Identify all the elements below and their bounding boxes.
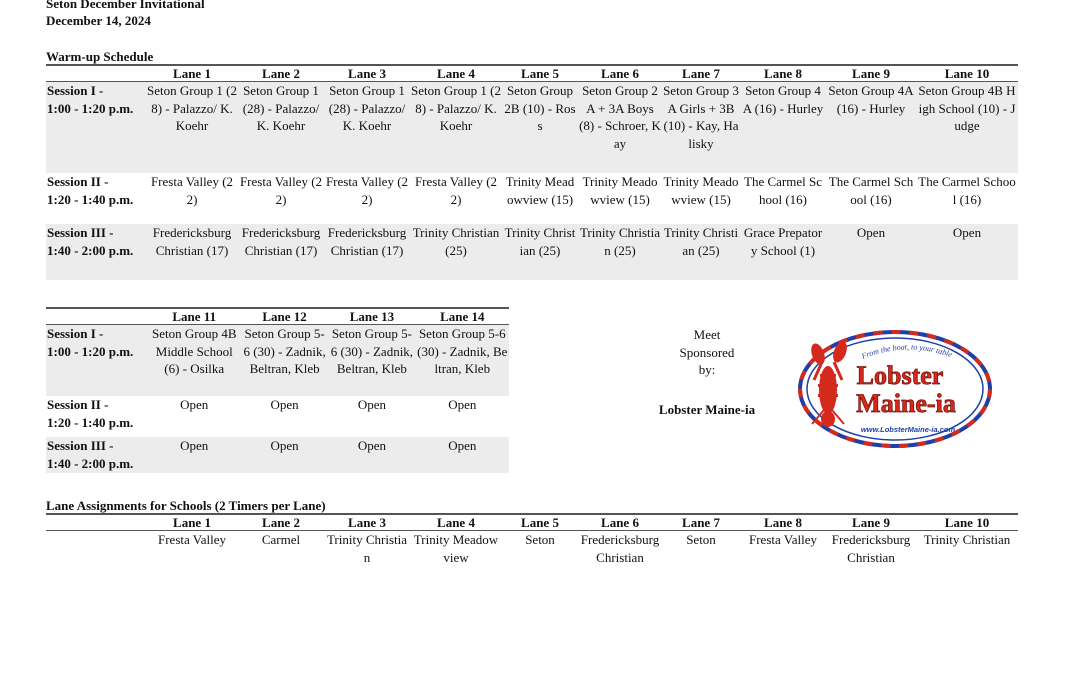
session-row (46, 224, 1018, 280)
header-blank (46, 308, 148, 325)
lane-header: Lane 1 (146, 65, 238, 82)
warmup-schedule-heading: Warm-up Schedule (46, 49, 154, 64)
schedule-cell: Trinity Christian (25) (502, 224, 578, 280)
lane-header: Lane 9 (826, 65, 916, 82)
schedule-cell: Open (180, 397, 209, 412)
schedule-cell: Trinity Meadowview (15) (663, 174, 739, 207)
lane-header: Lane 10 (916, 65, 1018, 82)
lane-header: Lane 7 (662, 514, 740, 531)
assignments-row (46, 531, 1018, 567)
schedule-cell: Open (357, 397, 386, 412)
schedule-cell: The Carmel School (16) (828, 174, 914, 207)
schedule-cell: Fresta Valley (22) (325, 174, 409, 207)
session-label: Session III - 1:40 - 2:00 p.m. (46, 224, 146, 280)
schedule-cell: Fresta Valley (22) (239, 174, 323, 207)
assignment-cell: Fresta Valley (749, 532, 817, 547)
schedule-cell: Open (328, 437, 415, 473)
meet-title: Seton December Invitational (46, 0, 205, 11)
lane-header: Lane 9 (826, 514, 916, 531)
schedule-cell: Open (270, 397, 299, 412)
schedule-cell: Seton Group 4B Middle School (6) - Osilka (148, 325, 241, 397)
sponsor-caption: Meet Sponsored by: (679, 327, 735, 377)
blank-cell (46, 531, 146, 567)
schedule-cell: Fresta Valley (22) (414, 174, 498, 207)
lane-header: Lane 12 (241, 308, 328, 325)
schedule-cell: Fredericksburg Christian (17) (146, 224, 238, 280)
schedule-cell: Seton Group 5-6 (30) - Zadnik, Beltran, Kleb (416, 325, 509, 397)
lane-header: Lane 8 (740, 514, 826, 531)
warmup-table-lanes-1-10 (46, 64, 1018, 280)
lane-assignments-heading: Lane Assignments for Schools (2 Timers per Lane) (46, 498, 326, 513)
schedule-cell: Fresta Valley (22) (150, 174, 234, 207)
lane-header: Lane 2 (238, 514, 324, 531)
assignment-cell: Trinity Christian (326, 532, 408, 565)
schedule-cell: Open (416, 437, 509, 473)
assignment-cell: Trinity Meadowview (413, 532, 499, 565)
header-blank (46, 65, 146, 82)
schedule-cell: Open (148, 437, 241, 473)
assignment-cell: Seton (686, 532, 716, 547)
schedule-cell: Trinity Christian (25) (662, 224, 740, 280)
assignment-cell: Carmel (261, 532, 301, 547)
lane-header: Lane 6 (578, 514, 662, 531)
lane-header: Lane 2 (238, 65, 324, 82)
logo-url: www.LobsterMaine-ia.com (860, 425, 956, 434)
schedule-cell: The Carmel School (16) (744, 174, 822, 207)
schedule-cell: Seton Group 1 (28) - Palazzo/ K. Koehr (238, 82, 324, 174)
lane-header: Lane 4 (410, 514, 502, 531)
schedule-cell: Seton Group 2A + 3A Boys (8) - Schroer, Kay (578, 82, 662, 174)
session-row (46, 325, 509, 397)
session-label: Session III - 1:40 - 2:00 p.m. (46, 437, 148, 473)
schedule-cell: Seton Group 2B (10) - Ross (502, 82, 578, 174)
logo-word-2: Maine-ia (856, 389, 956, 418)
schedule-cell: Seton Group 1 (28) - Palazzo/ K. Koehr (410, 82, 502, 174)
schedule-cell: Fredericksburg Christian (17) (238, 224, 324, 280)
lobster-logo (796, 328, 994, 450)
schedule-cell: Open (916, 224, 1018, 280)
lane-header: Lane 5 (502, 514, 578, 531)
lane-assignments-table (46, 513, 1018, 566)
warmup2-header-row (46, 308, 509, 325)
schedule-cell: Trinity Meadowview (15) (505, 174, 575, 207)
schedule-cell: Trinity Christian (25) (578, 224, 662, 280)
schedule-cell: Trinity Christian (25) (410, 224, 502, 280)
lane-header: Lane 5 (502, 65, 578, 82)
schedule-cell: Seton Group 1 (28) - Palazzo/ K. Koehr (146, 82, 238, 174)
schedule-cell: Open (448, 397, 477, 412)
schedule-cell: Seton Group 5-6 (30) - Zadnik, Beltran, Kleb (328, 325, 415, 397)
assignments-header-row (46, 514, 1018, 531)
lane-header: Lane 13 (328, 308, 415, 325)
lane-header: Lane 7 (662, 65, 740, 82)
lane-header: Lane 1 (146, 514, 238, 531)
lane-header: Lane 3 (324, 65, 410, 82)
schedule-cell: Seton Group 3A Girls + 3B (10) - Kay, Halisky (662, 82, 740, 174)
schedule-cell: Seton Group 4A (16) - Hurley (826, 82, 916, 174)
session-label: Session I - 1:00 - 1:20 p.m. (46, 325, 148, 397)
assignment-cell: Fredericksburg Christian (580, 532, 660, 565)
assignment-cell: Seton (525, 532, 555, 547)
lane-header: Lane 10 (916, 514, 1018, 531)
schedule-cell: Seton Group 5-6 (30) - Zadnik, Beltran, Kleb (241, 325, 328, 397)
schedule-cell: Open (826, 224, 916, 280)
schedule-cell: Open (241, 437, 328, 473)
session-row (46, 173, 1018, 224)
schedule-cell: Trinity Meadowview (15) (582, 174, 658, 207)
logo-tagline: From the boat, to your table (860, 342, 954, 361)
session-row (46, 82, 1018, 174)
schedule-cell: Grace Prepatory School (1) (740, 224, 826, 280)
assignment-cell: Fredericksburg Christian (831, 532, 911, 565)
header-blank (46, 514, 146, 531)
session-label: Session II - 1:20 - 1:40 p.m. (47, 174, 134, 207)
schedule-cell: Seton Group 4A (16) - Hurley (740, 82, 826, 174)
session-label: Session I - 1:00 - 1:20 p.m. (46, 82, 146, 174)
session-row (46, 437, 509, 473)
warmup-header-row (46, 65, 1018, 82)
warmup-table-lanes-11-14 (46, 307, 509, 473)
lane-header: Lane 4 (410, 65, 502, 82)
lane-header: Lane 11 (148, 308, 241, 325)
meet-date: December 14, 2024 (46, 13, 151, 28)
schedule-cell: Seton Group 1 (28) - Palazzo/ K. Koehr (324, 82, 410, 174)
lane-header: Lane 14 (416, 308, 509, 325)
schedule-cell: Seton Group 4B High School (10) - Judge (916, 82, 1018, 174)
schedule-cell: The Carmel School (16) (918, 174, 1016, 207)
assignment-cell: Trinity Christian (923, 532, 1011, 547)
sponsor-name: Lobster Maine-ia (658, 402, 756, 417)
assignment-cell: Fresta Valley (158, 532, 226, 547)
session-row (46, 396, 509, 437)
lane-header: Lane 8 (740, 65, 826, 82)
logo-word-1: Lobster (856, 361, 944, 390)
lane-header: Lane 3 (324, 514, 410, 531)
session-label: Session II - 1:20 - 1:40 p.m. (47, 397, 134, 430)
lane-header: Lane 6 (578, 65, 662, 82)
schedule-cell: Fredericksburg Christian (17) (324, 224, 410, 280)
